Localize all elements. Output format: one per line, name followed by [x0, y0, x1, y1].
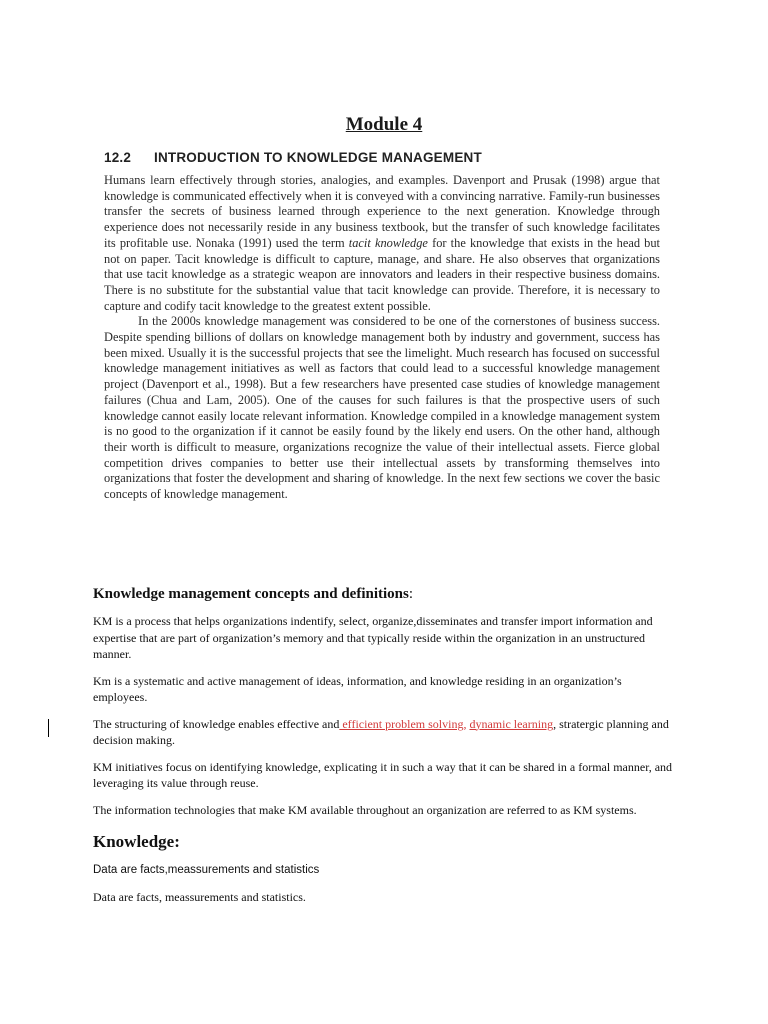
concept-p3-text-a: The structuring of knowledge enables effective and [93, 716, 340, 731]
scanned-textbook-excerpt [104, 150, 660, 503]
concept-p3-text-b: , stratergic planning and decision making. [93, 716, 669, 747]
dynamic-learning-link[interactable]: dynamic learning [469, 716, 554, 731]
knowledge-line-1: Data are facts,meassurements and statistics [93, 864, 320, 876]
concept-paragraph-3 [93, 716, 673, 749]
tacit-knowledge-term: tacit knowledge [348, 235, 428, 250]
concepts-heading-colon: : [408, 586, 414, 602]
intro-paragraph-1 [104, 173, 660, 314]
knowledge-line-2: Data are facts, meassurements and statistics. [93, 889, 306, 904]
concept-paragraph-1: KM is a process that helps organizations indentify, select, organize,disseminates and transfer import information and expertise that are part of organization’s memory and that typically reside within the organization in an unstructured manner. [93, 614, 653, 661]
concept-paragraph-5: The information technologies that make KM available throughout an organization are referred to as KM systems. [93, 802, 637, 817]
efficient-problem-solving-link[interactable]: efficient problem solving, [339, 716, 467, 731]
knowledge-heading: Knowledge: [93, 832, 180, 851]
intro-text-part-a: Humans learn effectively through stories, analogies, and examples. Davenport and Prusak (1998) argue that knowledge is communicated effectively when it is conveyed with a convincing narrative. Family-run businesses transfer the secrets of business learned through experience to the next generation. Knowledge through experience does not necessarily reside in any business textbook, but the transfer of such knowledge facilitates its profitable use. Nonaka (1991) used the term [104, 173, 660, 250]
intro-text-part-b: for the knowledge that exists in the head but not on paper. Tacit knowledge is difficult to capture, manage, and share. He also observes that organizations that use tacit knowledge as a strategic weapon are innovators and leaders in their respective business domains. There is no substitute for the substantial value that tacit knowledge can provide. Therefore, it is necessary to capture and codify tacit knowledge to the greatest extent possible. [104, 235, 660, 313]
module-title: Module 4 [345, 114, 423, 135]
concepts-section [93, 586, 673, 915]
text-cursor [48, 719, 49, 737]
section-title: INTRODUCTION TO KNOWLEDGE MANAGEMENT [154, 150, 482, 165]
intro-paragraph-2: In the 2000s knowledge management was considered to be one of the cornerstones of business success. Despite spending billions of dollars on knowledge management both by industry and government, success has been mixed. Usually it is the successful projects that see the limelight. Much research has focused on successful knowledge management initiatives as well as factors that could lead to a successful knowledge management project (Davenport et al., 1998). But a few researchers have presented case studies of knowledge management failures (Chua and Lam, 2005). One of the causes for such failures is that the prospective users of such knowledge cannot easily locate relevant information. Knowledge compiled in a knowledge management system is no good to the organization if it cannot be easily found by the likely end users. On the other hand, although their worth is difficult to measure, organizations recognize the value of their intellectual assets. Fierce global competition drives companies to better use their intellectual assets by transforming themselves into organizations that foster the development and sharing of knowledge. In the next few sections we cover the basic concepts of knowledge management. [104, 314, 660, 502]
concept-paragraph-4: KM initiatives focus on identifying knowledge, explicating it in such a way that it can be shared in a formal manner, and leveraging its value through reuse. [93, 759, 673, 790]
concepts-heading [93, 586, 673, 603]
concepts-heading-text: Knowledge management concepts and definitions [93, 586, 409, 602]
section-heading [104, 150, 660, 165]
section-number: 12.2 [104, 150, 132, 165]
concept-paragraph-2: Km is a systematic and active management of ideas, information, and knowledge residing in an organization’s employees. [93, 673, 622, 704]
